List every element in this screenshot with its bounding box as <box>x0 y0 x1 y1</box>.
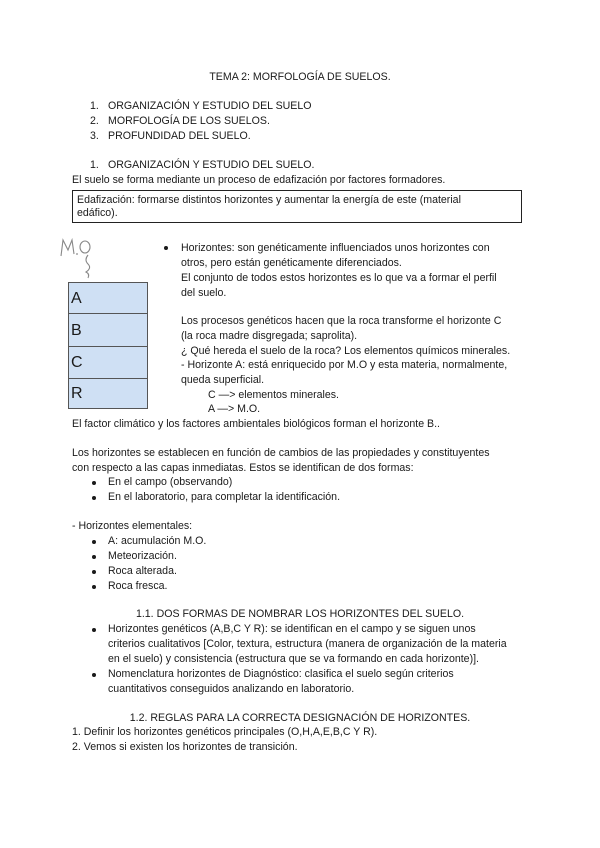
bullet-icon <box>164 246 168 250</box>
text-line: del suelo. <box>181 287 227 299</box>
list-item: En el laboratorio, para completar la identificación. <box>108 491 341 503</box>
text-line: - Horizonte A: está enriquecido por M.O y esta materia, normalmente, <box>181 359 508 371</box>
definition-box <box>72 190 522 223</box>
elementales-heading: - Horizontes elementales: <box>72 520 193 532</box>
text-line: Horizontes: son genéticamente influenciados unos horizontes con <box>181 242 490 254</box>
section-intro: El suelo se forma mediante un proceso de edafización por factores formadores. <box>72 174 446 186</box>
bullet-icon <box>92 496 96 500</box>
bullet-icon <box>92 540 96 544</box>
arrow-line: A —> M.O. <box>208 403 261 415</box>
text-line: con respecto a las capas inmediatas. Estos se identifican de dos formas: <box>72 462 414 474</box>
toc-item: 2. MORFOLOGÍA DE LOS SUELOS. <box>90 115 270 127</box>
section-heading: 1.1. DOS FORMAS DE NOMBRAR LOS HORIZONTES DEL SUELO. <box>135 608 465 620</box>
text-line: Los procesos genéticos hacen que la roca transforme el horizonte C <box>181 315 502 327</box>
section-heading: 1.2. REGLAS PARA LA CORRECTA DESIGNACIÓN DE HORIZONTES. <box>129 712 471 724</box>
text-line: Horizontes genéticos (A,B,C Y R): se identifican en el campo y se siguen unos <box>108 623 476 635</box>
climate-line: El factor climático y los factores ambientales biológicos forman el horizonte B.. <box>72 418 441 430</box>
arrow-line: C —> elementos minerales. <box>208 389 340 401</box>
page-title: TEMA 2: MORFOLOGÍA DE SUELOS. <box>209 71 391 83</box>
list-item: En el campo (observando) <box>108 476 233 488</box>
horizon-r: R <box>71 385 83 402</box>
bullet-icon <box>92 481 96 485</box>
list-item: Roca alterada. <box>108 565 177 577</box>
list-item: Meteorización. <box>108 550 177 562</box>
toc-item: 3. PROFUNDIDAD DEL SUELO. <box>90 130 251 142</box>
rule-item: 2. Vemos si existen los horizontes de transición. <box>72 741 298 753</box>
horizon-column <box>68 282 148 409</box>
text-line: ¿ Qué hereda el suelo de la roca? Los elementos químicos minerales. <box>181 345 511 357</box>
text-line: Nomenclatura horizontes de Diagnóstico: clasifica el suelo según criterios <box>108 668 454 680</box>
bullet-icon <box>92 585 96 589</box>
definition-line: Edafización: formarse distintos horizontes y aumentar la energía de este (material <box>77 194 461 206</box>
mo-sketch <box>58 236 108 285</box>
horizon-a: A <box>69 283 147 314</box>
rule-item: 1. Definir los horizontes genéticos principales (O,H,A,E,B,C Y R). <box>72 726 378 738</box>
text-line: criterios cualitativos [Color, textura, estructura (manera de organización de la materia <box>108 638 507 650</box>
bullet-icon <box>92 555 96 559</box>
bullet-icon <box>92 570 96 574</box>
toc-item: 1. ORGANIZACIÓN Y ESTUDIO DEL SUELO <box>90 100 312 112</box>
horizon-c: C <box>69 347 147 379</box>
bullet-icon <box>92 628 96 632</box>
definition-line: edáfico). <box>77 207 118 219</box>
bullet-icon <box>92 673 96 677</box>
text-line: cuantitativos conseguidos analizando en laboratorio. <box>108 683 355 695</box>
text-line: queda superficial. <box>181 374 265 386</box>
text-line: Los horizontes se establecen en función de cambios de las propiedades y constituyentes <box>72 447 490 459</box>
text-line: en el suelo) y consistencia (estructura que se va formando en cada horizonte)]. <box>108 653 479 665</box>
list-item: A: acumulación M.O. <box>108 535 207 547</box>
section-heading: 1. ORGANIZACIÓN Y ESTUDIO DEL SUELO. <box>90 159 315 171</box>
horizon-b: B <box>69 314 147 347</box>
list-item: Roca fresca. <box>108 580 168 592</box>
text-line: otros, pero están genéticamente diferenciados. <box>181 257 402 269</box>
text-line: El conjunto de todos estos horizontes es lo que va a formar el perfil <box>181 272 497 284</box>
text-line: (la roca madre disgregada; saprolita). <box>181 330 358 342</box>
